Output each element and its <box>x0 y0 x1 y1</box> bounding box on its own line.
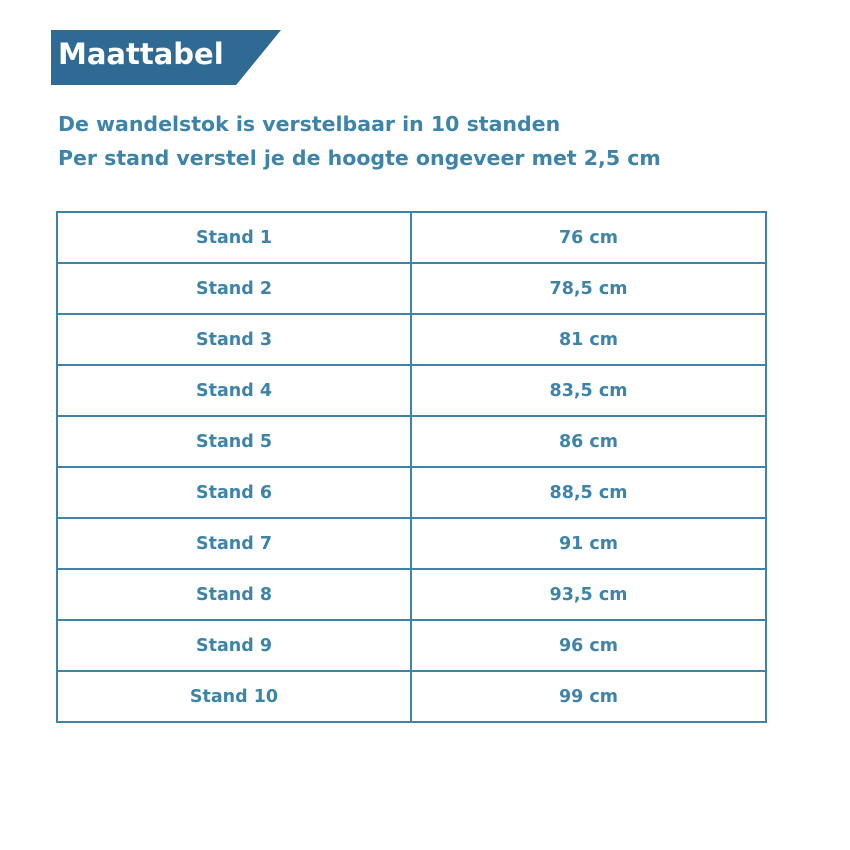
page-title: Maattabel <box>58 37 224 71</box>
table-row <box>57 671 766 722</box>
stand-cell: Stand 8 <box>57 569 411 620</box>
intro-line-2: Per stand verstel je de hoogte ongeveer met 2,5 cm <box>58 146 661 170</box>
stand-cell: Stand 5 <box>57 416 411 467</box>
table-row <box>57 467 766 518</box>
table-row <box>57 314 766 365</box>
stand-cell: Stand 4 <box>57 365 411 416</box>
height-cell: 96 cm <box>411 620 766 671</box>
height-cell: 81 cm <box>411 314 766 365</box>
height-cell: 78,5 cm <box>411 263 766 314</box>
size-table <box>56 211 767 723</box>
stand-cell: Stand 1 <box>57 212 411 263</box>
height-cell: 86 cm <box>411 416 766 467</box>
intro-line-1: De wandelstok is verstelbaar in 10 standen <box>58 112 561 136</box>
stand-cell: Stand 10 <box>57 671 411 722</box>
height-cell: 88,5 cm <box>411 467 766 518</box>
stand-cell: Stand 2 <box>57 263 411 314</box>
stand-cell: Stand 9 <box>57 620 411 671</box>
stand-cell: Stand 3 <box>57 314 411 365</box>
height-cell: 83,5 cm <box>411 365 766 416</box>
table-row <box>57 212 766 263</box>
stand-cell: Stand 7 <box>57 518 411 569</box>
table-row <box>57 365 766 416</box>
table-row <box>57 518 766 569</box>
table-row <box>57 569 766 620</box>
table-row <box>57 620 766 671</box>
height-cell: 76 cm <box>411 212 766 263</box>
height-cell: 93,5 cm <box>411 569 766 620</box>
table-row <box>57 263 766 314</box>
stand-cell: Stand 6 <box>57 467 411 518</box>
height-cell: 99 cm <box>411 671 766 722</box>
height-cell: 91 cm <box>411 518 766 569</box>
table-row <box>57 416 766 467</box>
